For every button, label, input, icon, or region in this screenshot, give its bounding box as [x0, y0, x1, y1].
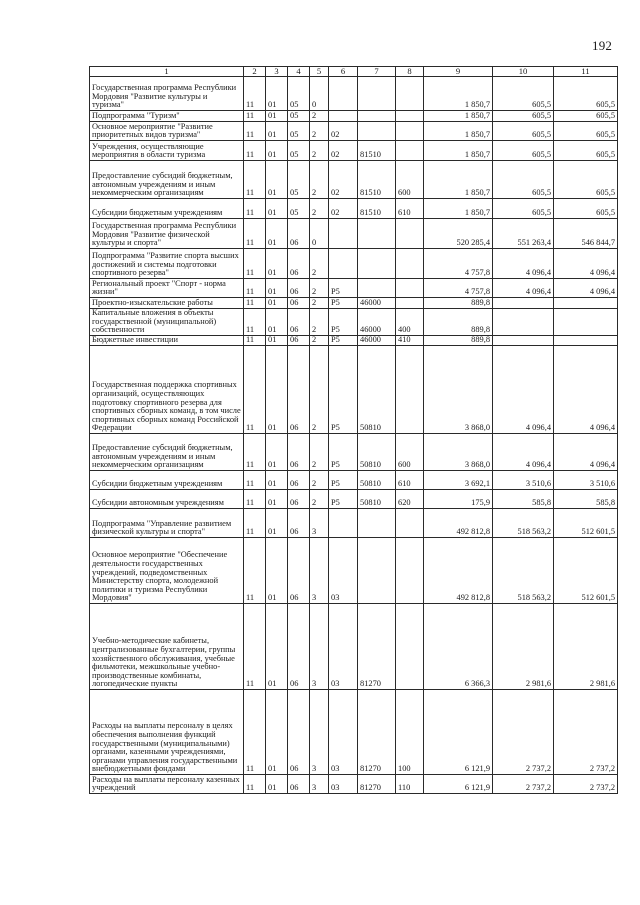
row-amount-cell: 605,5: [554, 77, 618, 111]
row-name-cell: Субсидии автономным учреждениям: [90, 490, 244, 509]
row-code-cell: [396, 141, 424, 161]
row-name-cell: Основное мероприятие "Обеспечение деятельности государственных учреждений, подведомственных Министерству спорта, молодежной политики и туризма Республики Мордовия": [90, 538, 244, 604]
row-code-cell: [358, 77, 396, 111]
row-code-cell: 2: [310, 111, 329, 122]
table-row: [90, 346, 618, 434]
row-code-cell: [396, 77, 424, 111]
row-code-cell: 01: [266, 336, 288, 346]
row-code-cell: P5: [329, 346, 358, 434]
row-amount-cell: 3 510,6: [554, 471, 618, 490]
row-amount-cell: 605,5: [554, 141, 618, 161]
column-header: 2: [244, 67, 266, 77]
row-code-cell: 05: [288, 122, 310, 141]
column-header: 5: [310, 67, 329, 77]
row-code-cell: [396, 509, 424, 538]
row-code-cell: 2: [310, 471, 329, 490]
row-code-cell: 02: [329, 122, 358, 141]
row-code-cell: 3: [310, 604, 329, 690]
row-code-cell: 11: [244, 219, 266, 249]
row-code-cell: 11: [244, 279, 266, 298]
row-code-cell: 02: [329, 141, 358, 161]
row-code-cell: 2: [310, 490, 329, 509]
row-code-cell: 110: [396, 775, 424, 794]
row-code-cell: 06: [288, 279, 310, 298]
row-code-cell: 11: [244, 336, 266, 346]
row-amount-cell: 605,5: [493, 122, 554, 141]
table-row: [90, 336, 618, 346]
row-amount-cell: 1 850,7: [424, 141, 493, 161]
table-row: [90, 298, 618, 309]
row-amount-cell: 4 096,4: [554, 434, 618, 471]
table-row: [90, 490, 618, 509]
row-amount-cell: 6 121,9: [424, 775, 493, 794]
row-code-cell: 81510: [358, 199, 396, 219]
row-code-cell: 11: [244, 249, 266, 279]
row-code-cell: [358, 538, 396, 604]
row-code-cell: 81270: [358, 604, 396, 690]
row-code-cell: 11: [244, 775, 266, 794]
row-code-cell: P5: [329, 490, 358, 509]
row-amount-cell: 492 812,8: [424, 509, 493, 538]
row-code-cell: 01: [266, 122, 288, 141]
column-header: 10: [493, 67, 554, 77]
row-amount-cell: 2 737,2: [493, 775, 554, 794]
row-code-cell: 50810: [358, 490, 396, 509]
row-code-cell: 11: [244, 111, 266, 122]
row-amount-cell: 605,5: [554, 111, 618, 122]
row-code-cell: P5: [329, 309, 358, 336]
row-name-cell: Предоставление субсидий бюджетным, автономным учреждениям и иным некоммерческим организациям: [90, 434, 244, 471]
row-amount-cell: 1 850,7: [424, 122, 493, 141]
row-amount-cell: [554, 309, 618, 336]
row-code-cell: 06: [288, 690, 310, 775]
row-code-cell: 620: [396, 490, 424, 509]
row-code-cell: 2: [310, 309, 329, 336]
row-code-cell: [396, 538, 424, 604]
row-amount-cell: [554, 336, 618, 346]
row-amount-cell: 3 868,0: [424, 434, 493, 471]
row-name-cell: Субсидии бюджетным учреждениям: [90, 471, 244, 490]
row-code-cell: 01: [266, 199, 288, 219]
row-amount-cell: 6 366,3: [424, 604, 493, 690]
row-code-cell: [396, 298, 424, 309]
row-amount-cell: 4 757,8: [424, 279, 493, 298]
row-amount-cell: 4 096,4: [493, 434, 554, 471]
row-name-cell: Учебно-методические кабинеты, централизованные бухгалтерии, группы хозяйственного обслуживания, учебные фильмотеки, межшкольные учебно-производственные комбинаты, логопедические пункты: [90, 604, 244, 690]
row-code-cell: 2: [310, 279, 329, 298]
row-code-cell: 03: [329, 538, 358, 604]
table-row: [90, 309, 618, 336]
column-header: 9: [424, 67, 493, 77]
row-amount-cell: 605,5: [493, 77, 554, 111]
table-row: [90, 471, 618, 490]
row-code-cell: 11: [244, 690, 266, 775]
row-code-cell: 01: [266, 141, 288, 161]
table-row: [90, 161, 618, 199]
row-amount-cell: 889,8: [424, 336, 493, 346]
table-row: [90, 509, 618, 538]
row-amount-cell: 551 263,4: [493, 219, 554, 249]
row-code-cell: 81510: [358, 141, 396, 161]
row-code-cell: P5: [329, 434, 358, 471]
column-header: 11: [554, 67, 618, 77]
table-row: [90, 604, 618, 690]
row-code-cell: 2: [310, 161, 329, 199]
row-code-cell: 11: [244, 199, 266, 219]
row-amount-cell: 605,5: [493, 141, 554, 161]
row-code-cell: 3: [310, 538, 329, 604]
table-row: [90, 219, 618, 249]
row-code-cell: 01: [266, 471, 288, 490]
row-amount-cell: 605,5: [554, 122, 618, 141]
row-code-cell: 03: [329, 604, 358, 690]
column-header: 7: [358, 67, 396, 77]
row-code-cell: 06: [288, 249, 310, 279]
row-code-cell: 11: [244, 309, 266, 336]
row-name-cell: Бюджетные инвестиции: [90, 336, 244, 346]
row-name-cell: Государственная поддержка спортивных организаций, осуществляющих подготовку спортивного резерва для спортивных сборных команд, в том числе спортивных сборных команд Российской Федерации: [90, 346, 244, 434]
row-code-cell: 06: [288, 775, 310, 794]
row-code-cell: 06: [288, 336, 310, 346]
row-code-cell: 01: [266, 604, 288, 690]
row-amount-cell: 518 563,2: [493, 509, 554, 538]
row-name-cell: Основное мероприятие "Развитие приоритетных видов туризма": [90, 122, 244, 141]
row-amount-cell: 1 850,7: [424, 199, 493, 219]
row-code-cell: 610: [396, 199, 424, 219]
row-code-cell: 50810: [358, 346, 396, 434]
row-code-cell: 06: [288, 490, 310, 509]
row-amount-cell: 4 096,4: [554, 279, 618, 298]
row-code-cell: 0: [310, 219, 329, 249]
row-amount-cell: 4 096,4: [493, 346, 554, 434]
table-row: [90, 690, 618, 775]
row-amount-cell: 605,5: [493, 199, 554, 219]
row-code-cell: [396, 122, 424, 141]
column-header: 1: [90, 67, 244, 77]
column-header: 8: [396, 67, 424, 77]
row-code-cell: 600: [396, 434, 424, 471]
row-name-cell: Государственная программа Республики Мордовия "Развитие культуры и туризма": [90, 77, 244, 111]
row-amount-cell: 3 692,1: [424, 471, 493, 490]
row-amount-cell: 512 601,5: [554, 509, 618, 538]
row-code-cell: 3: [310, 509, 329, 538]
row-code-cell: [358, 249, 396, 279]
column-header: 6: [329, 67, 358, 77]
row-code-cell: 05: [288, 199, 310, 219]
row-code-cell: 11: [244, 434, 266, 471]
row-code-cell: 600: [396, 161, 424, 199]
row-code-cell: 01: [266, 77, 288, 111]
table-row: [90, 122, 618, 141]
row-name-cell: Расходы на выплаты персоналу казенных учреждений: [90, 775, 244, 794]
table-row: [90, 199, 618, 219]
row-code-cell: 06: [288, 346, 310, 434]
row-code-cell: 11: [244, 471, 266, 490]
row-code-cell: 05: [288, 77, 310, 111]
row-code-cell: [396, 346, 424, 434]
row-code-cell: 81510: [358, 161, 396, 199]
row-code-cell: 01: [266, 161, 288, 199]
table-header-row: [90, 67, 618, 77]
table-row: [90, 775, 618, 794]
row-amount-cell: 605,5: [554, 161, 618, 199]
row-code-cell: [329, 249, 358, 279]
row-code-cell: 50810: [358, 471, 396, 490]
row-amount-cell: 4 096,4: [554, 346, 618, 434]
budget-table: [89, 66, 618, 794]
row-code-cell: 01: [266, 346, 288, 434]
row-code-cell: 11: [244, 604, 266, 690]
row-code-cell: 2: [310, 249, 329, 279]
row-code-cell: 3: [310, 775, 329, 794]
row-code-cell: P5: [329, 471, 358, 490]
row-amount-cell: [493, 298, 554, 309]
row-code-cell: 06: [288, 509, 310, 538]
row-amount-cell: 1 850,7: [424, 77, 493, 111]
row-code-cell: 01: [266, 298, 288, 309]
row-code-cell: 01: [266, 279, 288, 298]
row-amount-cell: 175,9: [424, 490, 493, 509]
row-code-cell: 400: [396, 309, 424, 336]
row-amount-cell: 585,8: [493, 490, 554, 509]
page-number: 192: [592, 38, 613, 53]
row-code-cell: 81270: [358, 690, 396, 775]
row-code-cell: 46000: [358, 336, 396, 346]
row-code-cell: 01: [266, 219, 288, 249]
row-amount-cell: 4 096,4: [493, 279, 554, 298]
row-code-cell: [396, 219, 424, 249]
row-code-cell: 01: [266, 690, 288, 775]
row-name-cell: Региональный проект "Спорт - норма жизни": [90, 279, 244, 298]
row-code-cell: 02: [329, 161, 358, 199]
row-code-cell: 50810: [358, 434, 396, 471]
row-code-cell: 11: [244, 509, 266, 538]
row-code-cell: 06: [288, 298, 310, 309]
table-row: [90, 141, 618, 161]
row-code-cell: 06: [288, 309, 310, 336]
row-amount-cell: 585,8: [554, 490, 618, 509]
row-code-cell: 01: [266, 111, 288, 122]
row-amount-cell: 3 868,0: [424, 346, 493, 434]
row-code-cell: P5: [329, 336, 358, 346]
row-code-cell: [358, 279, 396, 298]
row-name-cell: Подпрограмма "Управление развитием физической культуры и спорта": [90, 509, 244, 538]
row-code-cell: [358, 111, 396, 122]
row-code-cell: 06: [288, 538, 310, 604]
row-code-cell: 81270: [358, 775, 396, 794]
row-code-cell: 410: [396, 336, 424, 346]
row-code-cell: 03: [329, 775, 358, 794]
row-amount-cell: [493, 309, 554, 336]
table-row: [90, 538, 618, 604]
row-code-cell: P5: [329, 298, 358, 309]
row-amount-cell: 4 096,4: [554, 249, 618, 279]
row-code-cell: 06: [288, 219, 310, 249]
row-amount-cell: 2 737,2: [493, 690, 554, 775]
row-code-cell: P5: [329, 279, 358, 298]
row-amount-cell: 520 285,4: [424, 219, 493, 249]
row-amount-cell: [554, 298, 618, 309]
row-code-cell: 2: [310, 336, 329, 346]
row-amount-cell: 492 812,8: [424, 538, 493, 604]
row-code-cell: 2: [310, 434, 329, 471]
row-name-cell: Проектно-изыскательские работы: [90, 298, 244, 309]
row-code-cell: 610: [396, 471, 424, 490]
row-code-cell: 11: [244, 346, 266, 434]
row-amount-cell: 6 121,9: [424, 690, 493, 775]
row-name-cell: Подпрограмма "Туризм": [90, 111, 244, 122]
row-code-cell: 05: [288, 161, 310, 199]
row-code-cell: 11: [244, 161, 266, 199]
row-code-cell: [396, 604, 424, 690]
row-name-cell: Государственная программа Республики Мордовия "Развитие физической культуры и спорта": [90, 219, 244, 249]
row-name-cell: Субсидии бюджетным учреждениям: [90, 199, 244, 219]
row-code-cell: [358, 122, 396, 141]
row-amount-cell: 518 563,2: [493, 538, 554, 604]
row-code-cell: [329, 219, 358, 249]
row-code-cell: 11: [244, 122, 266, 141]
row-code-cell: 05: [288, 111, 310, 122]
row-amount-cell: [493, 336, 554, 346]
row-amount-cell: 3 510,6: [493, 471, 554, 490]
row-code-cell: 2: [310, 346, 329, 434]
row-code-cell: 01: [266, 309, 288, 336]
row-amount-cell: 605,5: [554, 199, 618, 219]
row-code-cell: 100: [396, 690, 424, 775]
row-code-cell: [396, 249, 424, 279]
row-amount-cell: 605,5: [493, 161, 554, 199]
row-code-cell: 3: [310, 690, 329, 775]
row-amount-cell: 889,8: [424, 298, 493, 309]
row-code-cell: 06: [288, 434, 310, 471]
row-name-cell: Предоставление субсидий бюджетным, автономным учреждениям и иным некоммерческим организациям: [90, 161, 244, 199]
row-code-cell: 2: [310, 298, 329, 309]
row-code-cell: 2: [310, 199, 329, 219]
row-code-cell: 11: [244, 538, 266, 604]
row-code-cell: 03: [329, 690, 358, 775]
row-code-cell: [329, 77, 358, 111]
row-code-cell: 46000: [358, 309, 396, 336]
row-name-cell: Подпрограмма "Развитие спорта высших достижений и системы подготовки спортивного резерва": [90, 249, 244, 279]
row-amount-cell: 4 096,4: [493, 249, 554, 279]
row-code-cell: 0: [310, 77, 329, 111]
table-row: [90, 77, 618, 111]
column-header: 4: [288, 67, 310, 77]
row-code-cell: 01: [266, 509, 288, 538]
row-code-cell: 11: [244, 77, 266, 111]
row-amount-cell: 512 601,5: [554, 538, 618, 604]
row-name-cell: Расходы на выплаты персоналу в целях обеспечения выполнения функций государственными (муниципальными) органами, казенными учреждениями, органами управления государственными внебюджетными фондами: [90, 690, 244, 775]
row-code-cell: [358, 219, 396, 249]
row-code-cell: 06: [288, 471, 310, 490]
row-amount-cell: 605,5: [493, 111, 554, 122]
row-amount-cell: 2 981,6: [493, 604, 554, 690]
table-row: [90, 279, 618, 298]
row-amount-cell: 889,8: [424, 309, 493, 336]
table-row: [90, 434, 618, 471]
row-amount-cell: 1 850,7: [424, 161, 493, 199]
row-amount-cell: 4 757,8: [424, 249, 493, 279]
row-code-cell: 02: [329, 199, 358, 219]
row-amount-cell: 2 981,6: [554, 604, 618, 690]
row-code-cell: 01: [266, 538, 288, 604]
row-code-cell: [329, 111, 358, 122]
row-code-cell: 11: [244, 141, 266, 161]
row-code-cell: 11: [244, 490, 266, 509]
row-code-cell: [396, 111, 424, 122]
column-header: 3: [266, 67, 288, 77]
row-name-cell: Капитальные вложения в объекты государственной (муниципальной) собственности: [90, 309, 244, 336]
row-code-cell: 11: [244, 298, 266, 309]
row-code-cell: [329, 509, 358, 538]
row-amount-cell: 546 844,7: [554, 219, 618, 249]
row-code-cell: 01: [266, 490, 288, 509]
row-code-cell: [358, 509, 396, 538]
row-code-cell: 01: [266, 249, 288, 279]
row-amount-cell: 2 737,2: [554, 690, 618, 775]
row-code-cell: 06: [288, 604, 310, 690]
table-row: [90, 249, 618, 279]
row-code-cell: 05: [288, 141, 310, 161]
row-code-cell: 01: [266, 775, 288, 794]
row-amount-cell: 1 850,7: [424, 111, 493, 122]
row-code-cell: 2: [310, 141, 329, 161]
table-row: [90, 111, 618, 122]
row-amount-cell: 2 737,2: [554, 775, 618, 794]
row-code-cell: 2: [310, 122, 329, 141]
row-name-cell: Учреждения, осуществляющие мероприятия в области туризма: [90, 141, 244, 161]
row-code-cell: 01: [266, 434, 288, 471]
row-code-cell: 46000: [358, 298, 396, 309]
row-code-cell: [396, 279, 424, 298]
